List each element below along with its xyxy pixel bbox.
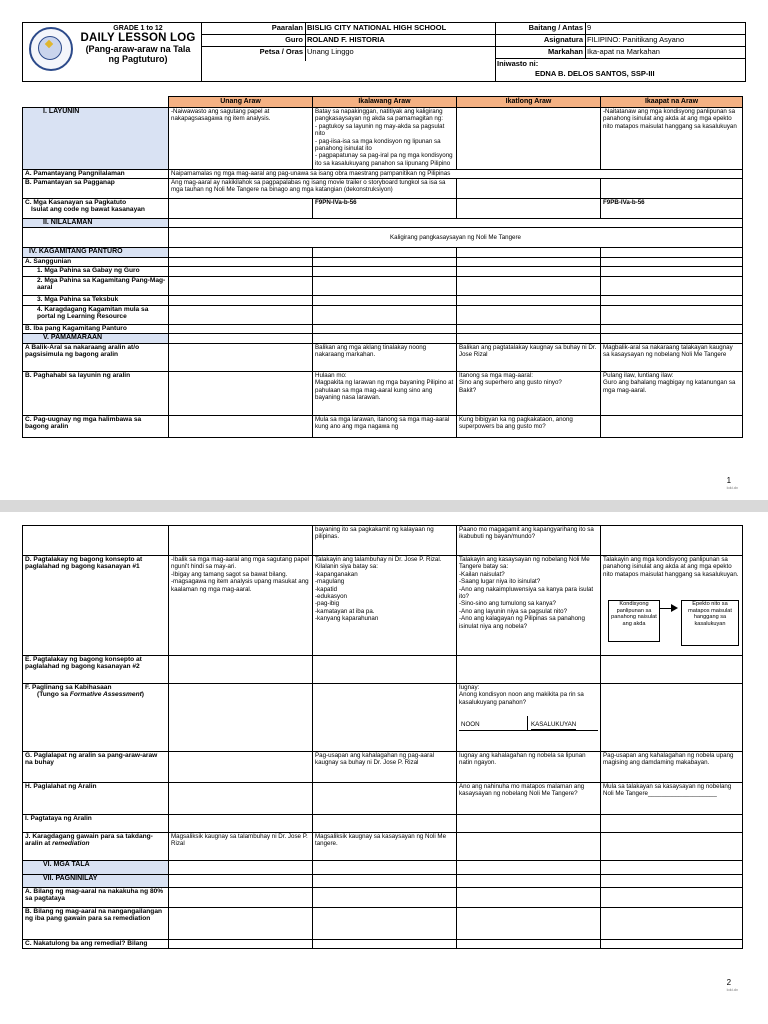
paglinang-day-2 [313,684,457,752]
mga-tala-day-3 [457,861,601,875]
grade-range: GRADE 1 to 12 [113,25,163,32]
page-gap [0,500,768,512]
takdang-aralin-day-4 [601,833,743,861]
paglinang-day-3 [457,684,601,752]
gabay-guro-day-2 [313,267,457,277]
pamamaraan-day-3 [457,334,601,344]
paglalahat-day-3: Ano ang nahinuha mo matapos malaman ang kasaysayan ng nobelang Noli Me Tangere? [457,783,601,815]
paglalahat-label: H. Paglalahat ng Aralin [23,783,169,815]
takdang-aralin-day-3 [457,833,601,861]
pagninilay-c-day-1 [169,940,313,949]
pagninilay-a-day-3 [457,888,601,908]
iba-pang-day-4 [601,325,743,334]
petsa-label: Petsa / Oras [259,47,303,56]
balik-aral-row [23,344,743,372]
layunin-day-2: Batay sa napakinggan, natitiyak ang kaligirang pangkasaysayan ng akda sa pamamagitan ng: - pagtukoy sa layunin ng may-akda sa pagsulat nito - pag-iisa-isa sa mga kondisyon ng lipunan sa panahong isinulat ito - pagpapatunay sa pag-iral pa ng mga kondisyong ito sa kasalukuyang panahon sa lipunang Pilipino [313,108,457,170]
nilalaman-spacer [169,219,743,228]
document-title: DAILY LESSON LOG [80,32,196,44]
sanggunian-label: A. Sanggunian [23,258,169,267]
pagtalakay-2-row [23,656,743,684]
pagninilay-a-label: A. Bilang ng mag-aaral na nakakuha ng 80% sa pagtataya [23,888,169,908]
pagtalakay-1-label: D. Pagtalakay ng bagong konsepto at paglalahad ng bagong kasanayan #1 [23,556,169,656]
pagtataya-row [23,815,743,833]
paghahabi-day-1 [169,372,313,416]
blank-header-cell [23,97,169,108]
lesson-log-header [22,22,746,82]
mga-tala-label: VI. MGA TALA [23,861,169,875]
pamantayan-sa-pagganap-day-3 [457,179,601,199]
pag-uugnay-day-2: Mula sa mga larawan, itanong sa mga mag-aaral kung ano ang mga nagawa ng [313,416,457,438]
iniwasto-label: Iniwasto ni: [497,59,539,68]
paglalapat-day-4: Pag-usapan ang kahalagahan ng nobela upang magising ang damdaming makabayan. [601,752,743,783]
pagninilay-b-day-1 [169,908,313,940]
teksbuk-day-1 [169,296,313,306]
mga-tala-day-1 [169,861,313,875]
kasanayan-day-4: F9PB-IVa-b-56 [601,199,743,219]
paglinang-label: F. Paglinang sa Kabihasaan [25,684,112,691]
paglalahat-day-2 [313,783,457,815]
noon-kasalukuyan-table [459,720,598,731]
paglinang-label-d: ) [141,691,144,699]
kasanayan-row [23,199,743,219]
iba-pang-kagamitan-row [23,325,743,334]
paghahabi-day-3: Itanong sa mga mag-aaral: Sino ang superhero ang gusto ninyo? Bakit? [457,372,601,416]
kasanayan-label: C. Mga Kasanayan sa Pagkatuto [25,199,127,206]
pagtataya-day-2 [313,815,457,833]
pagtalakay-2-day-2 [313,656,457,684]
kagamitang-mag-aaral-day-2 [313,277,457,296]
lesson-table-page-2 [22,525,743,949]
takdang-aralin-row [23,833,743,861]
kagamitan-day-1 [169,248,313,258]
kasanayan-day-3 [457,199,601,219]
pagninilay-b-day-2 [313,908,457,940]
kasanayan-day-2: F9PN-IVa-b-56 [313,199,457,219]
kagamitan-day-3 [457,248,601,258]
pagninilay-a-day-2 [313,888,457,908]
kagamitang-mag-aaral-row [23,277,743,296]
kagamitan-day-4 [601,248,743,258]
arrow-right-icon [671,604,678,612]
page-number-2-value: 2 [726,978,732,987]
continued-day-2: bayaning ito sa pagkakamit ng kalayaan ng pilipinas. [313,526,457,556]
pagninilay-a-day-1 [169,888,313,908]
paglalapat-day-2: Pag-usapan ang kahalagahan ng pag-aaral kaugnay sa buhay ni Dr. Jose P. Rizal [313,752,457,783]
paglinang-day-4 [601,684,743,752]
kagamitang-mag-aaral-day-3 [457,277,601,296]
noon-label: NOON [461,721,480,729]
pag-uugnay-row [23,416,743,438]
pamamaraan-day-1 [169,334,313,344]
pagninilay-c-day-3 [457,940,601,949]
learning-resource-day-2 [313,306,457,325]
takdang-aralin-day-2: Magsaliksik kaugnay sa kasaysayan ng Noli Me tangere. [313,833,457,861]
kagamitan-day-2 [313,248,457,258]
petsa-value: Unang Linggo [307,47,354,56]
layunin-day-1: -Naiwawasto ang sagutang papel at nakapagsasagawa ng item analysis. [169,108,313,170]
balik-aral-label: A Balik-Aral sa nakaraang aralin at/o pagsisimula ng bagong aralin [23,344,169,372]
page-number-1-value: 1 [726,476,732,485]
iba-pang-day-3 [457,325,601,334]
kagamitan-row [23,248,743,258]
kagamitang-mag-aaral-day-1 [169,277,313,296]
balik-aral-day-4: Magbalik-aral sa nakaraang talakayan kaugnay sa kasaysayan ng nobelang Noli Me Tangere [601,344,743,372]
paglalahat-day-4: Mula sa talakayan sa kasaysayan ng nobelang Noli Me Tangere____________________ [601,783,743,815]
pagninilay-a-row [23,888,743,908]
paghahabi-label: B. Paghahabi sa layunin ng aralin [23,372,169,416]
continued-day-4 [601,526,743,556]
paglinang-label-b: (Tungo sa [37,691,70,699]
pag-uugnay-day-3: Kung bibigyan ka ng pagkakataon, anong superpowers ba ang gusto mo? [457,416,601,438]
pamantayan-sa-pagganap-row [23,179,743,199]
pagninilay-b-row [23,908,743,940]
pagninilay-day-2 [313,875,457,888]
day-2-header: Ikalawang Araw [313,97,457,108]
day-3-header: Ikatlong Araw [457,97,601,108]
layunin-day-4: -Naitatanaw ang mga kondisyong panlipunan sa panahong isinulat ang akda at ang mga epekto nito matapos maisulat hanggang sa kasalukuyan [601,108,743,170]
pagtalakay-2-day-3 [457,656,601,684]
kagamitang-mag-aaral-day-4 [601,277,743,296]
paglalapat-row [23,752,743,783]
kagamitan-label: IV. KAGAMITANG PANTURO [23,248,169,258]
sanggunian-day-1 [169,258,313,267]
pagninilay-c-label: C. Nakatulong ba ang remedial? Bilang [23,940,169,949]
layunin-label: I. LAYUNIN [23,108,169,170]
mga-tala-day-2 [313,861,457,875]
takdang-aralin-label: J. Karagdagang gawain para sa takdang-aralin at [25,833,153,848]
deped-seal-icon [29,27,73,71]
asignatura-value: FILIPINO: Panitikang Asyano [585,35,745,47]
layunin-row [23,108,743,170]
paghahabi-day-4: Pulang ilaw, luntiang ilaw: Guro ang bahalang magbigay ng katanungan sa mga mag-aaral. [601,372,743,416]
paglalahat-row [23,783,743,815]
pagtalakay-1-day-3: Talakayin ang kasaysayan ng nobelang Noli Me Tangere batay sa: -Kailan naisulat? -Saang lugar niya ito isinulat? -Ano ang nakaimpluwensiya sa kanya para isulat ito? -Sino-sino ang tumulong sa kanya? -Ano ang layunin niya sa pagsulat nito? -Ano ang kalagayan ng Pilipinas sa panahong isinulat niya ang nobela? [457,556,601,656]
page-number-2 [727,978,738,992]
day-4-header: Ikaapat na Araw [601,97,743,108]
paglalapat-day-1 [169,752,313,783]
markahan-value: Ika-apat na Markahan [585,47,745,59]
pagninilay-day-4 [601,875,743,888]
pagtalakay-2-day-4 [601,656,743,684]
teksbuk-day-4 [601,296,743,306]
pagninilay-b-day-3 [457,908,601,940]
kondisyon-box: Kondisyong panlipunan sa panahong naisulat ang akda [608,600,660,642]
day-header-row [23,97,743,108]
nilalaman-content-row [23,228,743,248]
gabay-guro-day-3 [457,267,601,277]
paglinang-label-cell [23,684,169,752]
balik-aral-day-3: Balikan ang pagtatalakay kaugnay sa buhay ni Dr. Jose Rizal [457,344,601,372]
learning-resource-row [23,306,743,325]
pamantayang-pangnilalaman-text: Naipamamalas ng mga mag-aaral ang pag-unawa sa isang obra maestrang pampanitikan ng Pilipinas [169,170,743,179]
layunin-day-3 [457,108,601,170]
kasanayan-sublabel: Isulat ang code ng bawat kasanayan [31,206,145,214]
pagninilay-c-row [23,940,743,949]
pamantayan-sa-pagganap-text: Ang mag-aaral ay nakikilahok sa pagpapalabas ng isang movie trailer o storyboard tungkol sa isa sa mga tauhan ng Noli Me Tangere na binago ang mga katangian (dekonstruksiyon) [169,179,457,199]
learning-resource-day-3 [457,306,601,325]
lesson-table-page-1 [22,96,743,438]
mga-tala-row [23,861,743,875]
guro-label: Guro [201,35,305,47]
page-tag-2: loki.dv [726,987,738,992]
paaralan-value: BISLIG CITY NATIONAL HIGH SCHOOL [305,23,495,35]
header-title-block [79,25,197,64]
day-1-header: Unang Araw [169,97,313,108]
iba-pang-day-2 [313,325,457,334]
baitang-value: 9 [585,23,745,35]
pagtalakay-1-day-4-text: Talakayin ang mga kondisyong panlipunan sa panahong isinulat ang akda at ang mga epekto nito matapos maisulat hanggang sa kasalukuyan. [603,556,739,578]
paaralan-label: Paaralan [201,23,305,35]
sanggunian-day-3 [457,258,601,267]
nilalaman-row [23,219,743,228]
takdang-aralin-label-cell [23,833,169,861]
baitang-label: Baitang / Antas [495,23,585,35]
teksbuk-row [23,296,743,306]
pag-uugnay-label: C. Pag-uugnay ng mga halimbawa sa bagong aralin [23,416,169,438]
pag-uugnay-day-4 [601,416,743,438]
teksbuk-day-2 [313,296,457,306]
learning-resource-day-4 [601,306,743,325]
nilalaman-text: Kaligirang pangkasaysayan ng Noli Me Tangere [169,228,743,248]
gabay-guro-label: 1. Mga Pahina sa Gabay ng Guro [23,267,169,277]
pamantayan-sa-pagganap-label: B. Pamantayan sa Pagganap [23,179,169,199]
gabay-guro-day-1 [169,267,313,277]
pagninilay-row [23,875,743,888]
iba-pang-day-1 [169,325,313,334]
pamantayang-pangnilalaman-label: A. Pamantayang Pangnilalaman [23,170,169,179]
pagninilay-b-label: B. Bilang ng mag-aaral na nangangailangan ng iba pang gawain para sa remediation [23,908,169,940]
page-1 [0,0,768,500]
iba-pang-kagamitan-label: B. Iba pang Kagamitang Panturo [23,325,169,334]
paglalapat-label: G. Paglalapat ng aralin sa pang-araw-araw na buhay [23,752,169,783]
kasanayan-day-1 [169,199,313,219]
teksbuk-label: 3. Mga Pahina sa Teksbuk [23,296,169,306]
paglalapat-day-3: Iugnay ang kahalagahan ng nobela sa lipunan natin ngayon. [457,752,601,783]
guro-value: ROLAND F. HISTORIA [305,35,495,47]
pagninilay-c-day-2 [313,940,457,949]
pamantayang-pangnilalaman-row [23,170,743,179]
balik-aral-day-2: Balikan ang mga aklang tinalakay noong nakaraang markahan. [313,344,457,372]
mga-tala-day-4 [601,861,743,875]
pagtataya-day-1 [169,815,313,833]
continued-day-3: Paano mo magagamit ang kapangyarihang ito sa ikabubuti ng bayan/mundo? [457,526,601,556]
learning-resource-day-1 [169,306,313,325]
takdang-aralin-label-b: remediation [52,840,90,848]
paglalahat-day-1 [169,783,313,815]
page-tag-1: loki.dv [726,485,738,490]
paglinang-day-1 [169,684,313,752]
takdang-aralin-day-1: Magsaliksik kaugnay sa talambuhay ni Dr. Jose P. Rizal [169,833,313,861]
nilalaman-label: II. NILALAMAN [23,219,169,228]
pagninilay-day-3 [457,875,601,888]
sanggunian-day-2 [313,258,457,267]
kasanayan-label-cell [23,199,169,219]
paglinang-day-3-text: Iugnay: Anong kondisyon noon ang makikita pa rin sa kasalukuyang panahon? [459,684,584,706]
paglinang-row [23,684,743,752]
pamamaraan-row [23,334,743,344]
pagtataya-day-3 [457,815,601,833]
kasalukuyan-label: KASALUKUYAN [531,721,577,729]
sanggunian-row [23,258,743,267]
pagninilay-a-day-4 [601,888,743,908]
sanggunian-day-4 [601,258,743,267]
paglinang-label-c: Formative Assessment [69,691,142,699]
page-number-1 [727,476,738,490]
pagninilay-label: VII. PAGNINILAY [23,875,169,888]
pagninilay-b-day-4 [601,908,743,940]
learning-resource-label: 4. Karagdagang Kagamitan mula sa portal ng Learning Resource [23,306,169,325]
pagtalakay-2-day-1 [169,656,313,684]
pamamaraan-day-4 [601,334,743,344]
markahan-label: Markahan [495,47,585,59]
continued-label [23,526,169,556]
document-subtitle: (Pang-araw-araw na Tala ng Pagtuturo) [85,44,191,64]
teksbuk-day-3 [457,296,601,306]
gabay-guro-day-4 [601,267,743,277]
paghahabi-row [23,372,743,416]
pamantayan-sa-pagganap-day-4 [601,179,743,199]
continued-row [23,526,743,556]
pagtalakay-1-day-1: -Ibalik sa mga mag-aaral ang mga sagutang papel nguni't hindi sa may-ari. -Ibigay ang tamang sagot sa bawat bilang. -magsagawa ng item analysis upang masukat ang kaalaman ng mga mag-aaral. [169,556,313,656]
kagamitang-mag-aaral-label: 2. Mga Pahina sa Kagamitang Pang-Mag-aaral [23,277,169,296]
pagtataya-label: I. Pagtataya ng Aralin [23,815,169,833]
iniwasto-value: EDNA B. DELOS SANTOS, SSP-III [535,69,655,78]
pagninilay-day-1 [169,875,313,888]
epekto-box: Epekto nito sa matapos maisulat hanggang sa kasalukuyan [681,600,739,646]
nilalaman-blank [23,228,169,248]
pag-uugnay-day-1 [169,416,313,438]
page-2 [0,512,768,1024]
pamamaraan-label: V. PAMAMARAAN [23,334,169,344]
paghahabi-day-2: Hulaan mo: Magpakita ng larawan ng mga bayaning Pilipino at pahulaan sa mga mag-aaral kung sino ang bayaning nasa larawan. [313,372,457,416]
pagninilay-c-day-4 [601,940,743,949]
pagtataya-day-4 [601,815,743,833]
pamamaraan-day-2 [313,334,457,344]
gabay-guro-row [23,267,743,277]
continued-day-1 [169,526,313,556]
asignatura-label: Asignatura [495,35,585,47]
pagtalakay-1-day-2: Talakayin ang talambuhay ni Dr. Jose P. Rizal. Kilalanin siya batay sa: -kapanganakan -magulang -kapatid -edukasyon -pag-ibig -kamatayan at iba pa. -kanyang kaparahunan [313,556,457,656]
balik-aral-day-1 [169,344,313,372]
pagtalakay-2-label: E. Pagtalakay ng bagong konsepto at paglalahad ng bagong kasanayan #2 [23,656,169,684]
